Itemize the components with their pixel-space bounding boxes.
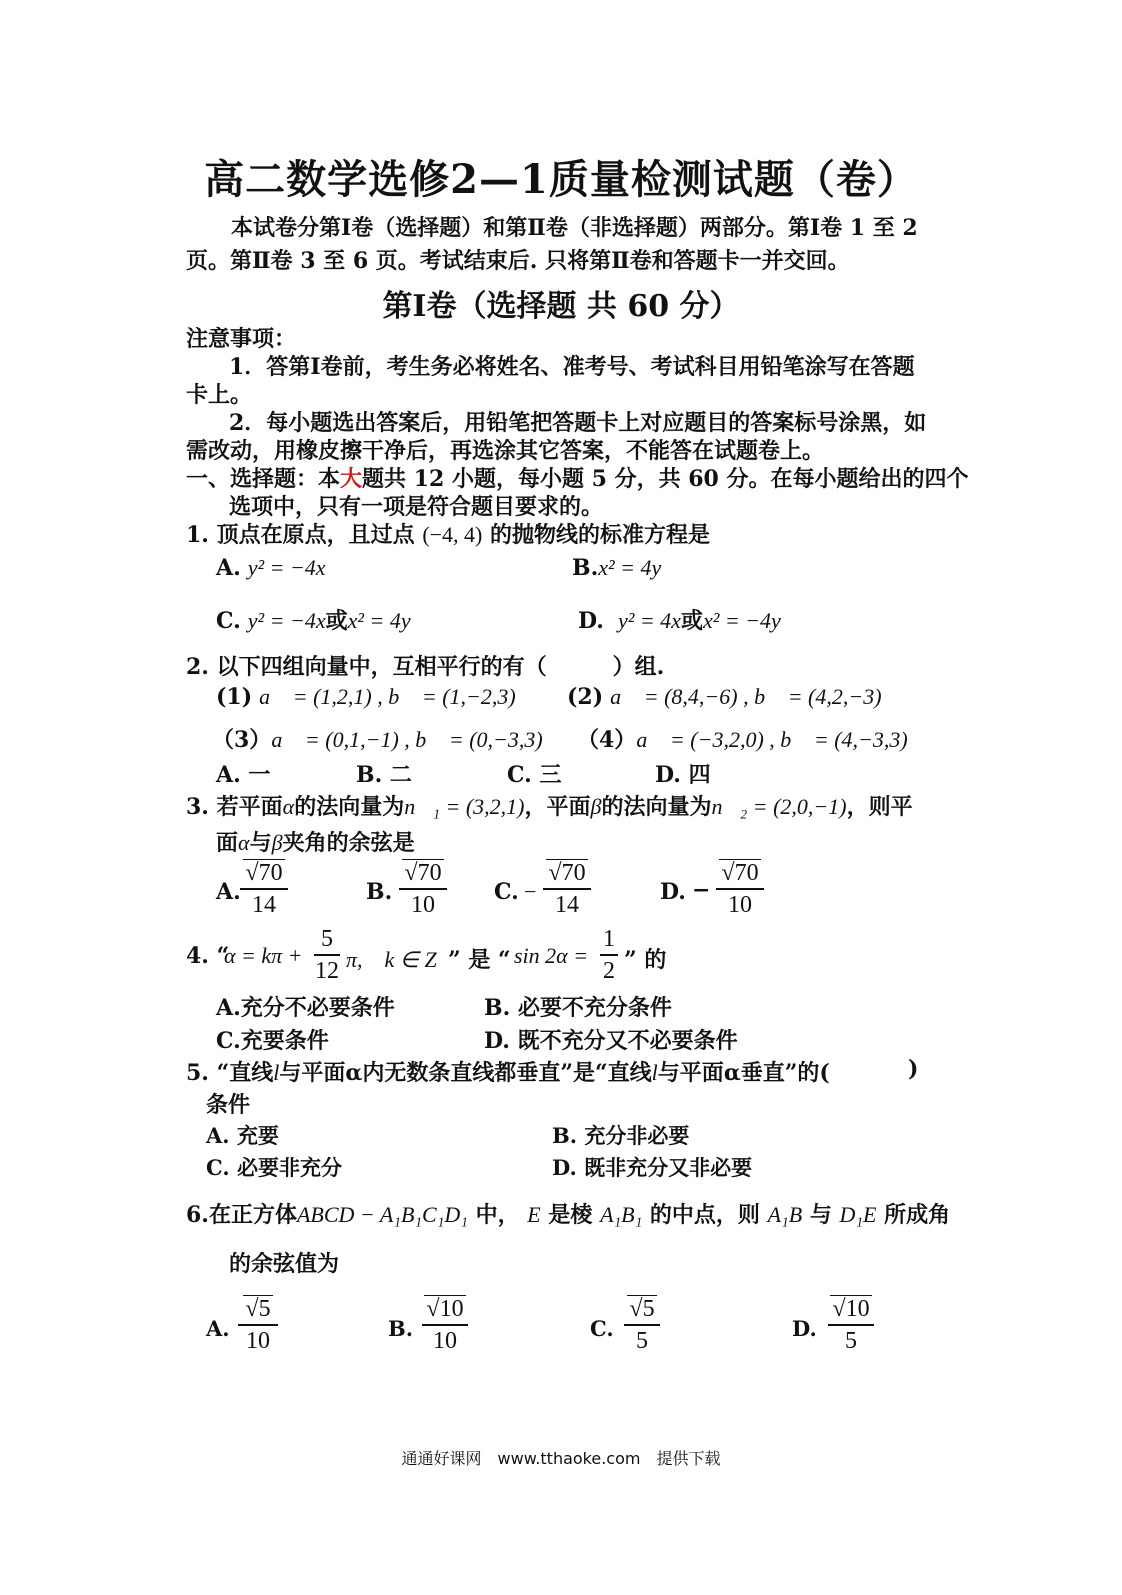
q4-f1-denominator: 12 bbox=[315, 958, 339, 984]
q3-option-d-fraction[interactable] bbox=[714, 858, 766, 920]
q3-beta: β bbox=[590, 794, 602, 819]
q3-d-label[interactable]: D. bbox=[660, 879, 686, 905]
q5-e: 垂直”的( bbox=[740, 1060, 830, 1086]
q5-l-2: l bbox=[651, 1060, 658, 1085]
q1-d-text-2: x² = −4y bbox=[702, 608, 781, 633]
q5-d: 与平面 bbox=[657, 1060, 724, 1086]
q3-stem-a: 3. 若平面 bbox=[186, 794, 283, 820]
q3-alpha-2: α bbox=[238, 830, 250, 855]
q5-l: l bbox=[273, 1060, 280, 1085]
q3-c-label[interactable]: C. bbox=[494, 879, 519, 905]
q6-line-2: D₁E bbox=[839, 1202, 877, 1227]
q2-g2-text: a⃗ = (8,4,−6) , b⃗ = (4,2,−3)； bbox=[610, 684, 899, 709]
q1-d-or: 或 bbox=[680, 608, 703, 634]
q1-d-text-1: y² = 4x bbox=[617, 608, 681, 633]
q3-a-label[interactable]: A. bbox=[216, 879, 241, 905]
q6-a: 6.在正方体 bbox=[186, 1202, 297, 1228]
q5-close-paren: ) bbox=[908, 1056, 919, 1082]
q2-option-d[interactable]: D. 四 bbox=[655, 762, 711, 788]
part-one-heading bbox=[186, 462, 969, 493]
q5-alpha-2: α bbox=[723, 1060, 741, 1086]
q2-group-2 bbox=[567, 684, 899, 710]
q3-line2-b: 与 bbox=[249, 830, 272, 856]
q6-c-label[interactable]: C. bbox=[590, 1316, 614, 1341]
q2-g3-label: （3） bbox=[212, 727, 272, 753]
q1-stem-post: 的抛物线的标准方程是 bbox=[490, 522, 711, 548]
q1-b-text: x² = 4y bbox=[598, 555, 662, 580]
part-one-heading-red: 大 bbox=[340, 466, 363, 492]
q4-mid: ” 是 “ bbox=[448, 947, 511, 973]
q3-stem-e: ，则平 bbox=[846, 794, 913, 820]
q3-stem-d: 的法向量为 bbox=[601, 794, 712, 820]
q4-option-a[interactable]: A.充分不必要条件 bbox=[216, 995, 395, 1021]
q6-cube: ABCD − A₁B₁C₁D₁ bbox=[296, 1202, 468, 1227]
question-3-stem-line-2 bbox=[216, 826, 415, 857]
q5-option-c[interactable]: C. 必要非充分 bbox=[206, 1155, 342, 1180]
q1-option-a[interactable] bbox=[216, 555, 326, 581]
q2-group-4 bbox=[577, 723, 908, 754]
q5-a: 5. “直线 bbox=[186, 1060, 274, 1086]
q5-alpha: α bbox=[345, 1060, 363, 1086]
q5-c: 内无数条直线都垂直”是“直线 bbox=[362, 1060, 652, 1086]
q4-option-b[interactable]: B. 必要不充分条件 bbox=[484, 995, 672, 1021]
q2-g1-label: (1) bbox=[216, 684, 253, 710]
q3-line2-a: 面 bbox=[216, 830, 239, 856]
q6-c-numerator: √5 bbox=[629, 1296, 655, 1322]
q3-c-numerator: √70 bbox=[548, 860, 586, 886]
q5-option-d[interactable]: D. 既非充分又非必要 bbox=[552, 1155, 753, 1180]
q3-stem-b: 的法向量为 bbox=[294, 794, 405, 820]
q2-g2-label: (2) bbox=[567, 684, 604, 710]
q3-stem-c: ，平面 bbox=[524, 794, 591, 820]
q1-a-text: y² = −4x bbox=[247, 555, 326, 580]
q5-option-a[interactable]: A. 充要 bbox=[206, 1123, 279, 1148]
question-6-stem bbox=[186, 1198, 950, 1229]
q1-option-c[interactable] bbox=[216, 604, 411, 635]
q3-alpha: α bbox=[282, 794, 295, 819]
note-1-line-1: 1．答第Ⅰ卷前，考生务必将姓名、准考号、考试科目用铅笔涂写在答题 bbox=[229, 354, 915, 380]
notes-heading: 注意事项： bbox=[186, 326, 297, 352]
q3-b-numerator: √70 bbox=[404, 860, 442, 886]
q6-a-label[interactable]: A. bbox=[206, 1316, 230, 1341]
q3-c-denominator: 14 bbox=[555, 892, 579, 918]
q2-group-1 bbox=[216, 684, 533, 710]
q3-line2-c: 夹角的余弦是 bbox=[282, 830, 415, 856]
q5-option-b[interactable]: B. 充分非必要 bbox=[552, 1123, 690, 1148]
section-title: 第Ⅰ卷（选择题 共 60 分） bbox=[382, 289, 740, 324]
question-5-stem bbox=[186, 1056, 830, 1087]
q6-d: 的中点，则 bbox=[649, 1202, 760, 1228]
page-title: 高二数学选修2—1质量检测试题（卷） bbox=[204, 156, 918, 203]
q1-c-or: 或 bbox=[325, 608, 348, 634]
q1-c-text-2: x² = 4y bbox=[347, 608, 411, 633]
q6-line-1: A₁B bbox=[767, 1202, 803, 1227]
q6-option-d-fraction[interactable] bbox=[826, 1294, 876, 1356]
q3-d-denominator: 10 bbox=[728, 892, 752, 918]
q5-b: 与平面 bbox=[279, 1060, 346, 1086]
q4-expr-c: sin 2α = bbox=[514, 943, 589, 968]
q2-g4-text: a⃗ = (−3,2,0) , b⃗ = (4,−3,3) bbox=[636, 727, 908, 752]
q4-fraction-2 bbox=[598, 924, 620, 986]
note-2-line-2: 需改动，用橡皮擦干净后，再选涂其它答案，不能答在试题卷上。 bbox=[186, 438, 825, 464]
question-2-stem: 2. 以下四组向量中，互相平行的有（ ）组. bbox=[186, 654, 665, 680]
note-2-line-1: 2．每小题选出答案后，用铅笔把答题卡上对应题目的答案标号涂黑，如 bbox=[229, 410, 927, 436]
note-1-line-2: 卡上。 bbox=[186, 382, 253, 408]
q6-stem-line-2: 的余弦值为 bbox=[229, 1251, 340, 1277]
q5-stem-line-2: 条件 bbox=[206, 1092, 251, 1118]
q4-fraction-1 bbox=[312, 924, 342, 986]
part-one-heading-pre: 一、选择题：本 bbox=[186, 466, 341, 492]
q4-expr-b: π, k ∈ Z bbox=[346, 947, 437, 972]
q6-edge: A₁B₁ bbox=[600, 1202, 643, 1227]
q1-b-label: B. bbox=[572, 555, 599, 581]
q2-g3-text: a⃗ = (0,1,−1) , b⃗ = (0,−3,3)； bbox=[271, 727, 560, 752]
q6-c: 是棱 bbox=[548, 1202, 593, 1228]
q2-g1-text: a⃗ = (1,2,1) , b⃗ = (1,−2,3)； bbox=[259, 684, 533, 709]
q1-c-label: C. bbox=[216, 608, 241, 634]
q4-f1-numerator: 5 bbox=[321, 926, 333, 952]
q1-option-b[interactable] bbox=[572, 555, 661, 581]
q6-d-label[interactable]: D. bbox=[792, 1316, 817, 1341]
q6-option-a-fraction[interactable] bbox=[236, 1294, 280, 1356]
q3-a-denominator: 14 bbox=[252, 892, 276, 918]
footer-source: 通通好课网 www.tthaoke.com 提供下载 bbox=[401, 1449, 721, 1468]
q3-b-denominator: 10 bbox=[411, 892, 435, 918]
q1-option-d[interactable] bbox=[578, 604, 781, 635]
q6-E: E bbox=[527, 1202, 541, 1227]
q2-option-c[interactable]: C. 三 bbox=[507, 762, 562, 788]
q4-open: 4. “ bbox=[186, 943, 230, 969]
q6-a-numerator: √5 bbox=[245, 1296, 271, 1322]
intro-line-1: 本试卷分第Ⅰ卷（选择题）和第Ⅱ卷（非选择题）两部分。第Ⅰ卷 1 至 2 bbox=[231, 215, 918, 241]
q6-f: 所成角 bbox=[884, 1202, 951, 1228]
q1-d-label: D. bbox=[578, 608, 604, 634]
question-3-stem bbox=[186, 790, 913, 821]
q6-d-numerator: √10 bbox=[832, 1296, 870, 1322]
q1-stem-pre: 1. 顶点在原点，且过点 bbox=[186, 522, 415, 548]
q3-option-b-fraction[interactable] bbox=[397, 858, 449, 920]
q6-c-denominator: 5 bbox=[636, 1328, 648, 1354]
q4-end: ” 的 bbox=[624, 947, 667, 973]
question-1-stem bbox=[186, 518, 710, 549]
q2-g4-label: （4） bbox=[577, 727, 637, 753]
q6-option-b-fraction[interactable] bbox=[420, 1294, 470, 1356]
part-one-heading-line-2: 选项中，只有一项是符合题目要求的。 bbox=[229, 494, 604, 520]
q6-option-c-fraction[interactable] bbox=[622, 1294, 662, 1356]
part-one-heading-post: 题共 12 小题，每小题 5 分，共 60 分。在每小题给出的四个 bbox=[362, 466, 969, 492]
q1-point: (−4, 4) bbox=[422, 522, 483, 547]
q3-beta-2: β bbox=[271, 830, 283, 855]
q3-d-numerator: √70 bbox=[721, 860, 759, 886]
q3-n2: n⃗₂ = (2,0,−1) bbox=[711, 794, 847, 819]
q3-a-numerator: √70 bbox=[245, 860, 283, 886]
q1-c-text-1: y² = −4x bbox=[247, 608, 326, 633]
q4-f2-denominator: 2 bbox=[603, 958, 615, 984]
q1-a-label: A. bbox=[216, 555, 241, 581]
q3-c-sign: − bbox=[524, 879, 537, 904]
intro-line-2: 页。第Ⅱ卷 3 至 6 页。考试结束后. 只将第Ⅱ卷和答题卡一并交回。 bbox=[186, 248, 850, 274]
q4-option-c[interactable]: C.充要条件 bbox=[216, 1028, 329, 1054]
q6-b-numerator: √10 bbox=[426, 1296, 464, 1322]
q6-d-denominator: 5 bbox=[845, 1328, 857, 1354]
q4-f2-numerator: 1 bbox=[603, 926, 615, 952]
q2-option-a[interactable]: A. 一 bbox=[216, 762, 271, 788]
q3-d-sign: − bbox=[692, 877, 711, 903]
q3-b-label[interactable]: B. bbox=[366, 879, 393, 905]
q6-b-denominator: 10 bbox=[433, 1328, 457, 1354]
q3-option-a-fraction[interactable] bbox=[238, 858, 290, 920]
q6-b-label[interactable]: B. bbox=[388, 1316, 414, 1341]
q4-option-d[interactable]: D. 既不充分又不必要条件 bbox=[484, 1028, 738, 1054]
q4-expr-a: α = kπ + bbox=[224, 943, 303, 968]
q2-group-3 bbox=[212, 723, 560, 754]
q6-b: 中， bbox=[475, 1202, 520, 1228]
q3-n1: n⃗₁ = (3,2,1) bbox=[404, 794, 525, 819]
q3-option-c-fraction[interactable] bbox=[541, 858, 593, 920]
q2-option-b[interactable]: B. 二 bbox=[356, 762, 412, 788]
q6-a-denominator: 10 bbox=[246, 1328, 270, 1354]
q6-e: 与 bbox=[809, 1202, 832, 1228]
